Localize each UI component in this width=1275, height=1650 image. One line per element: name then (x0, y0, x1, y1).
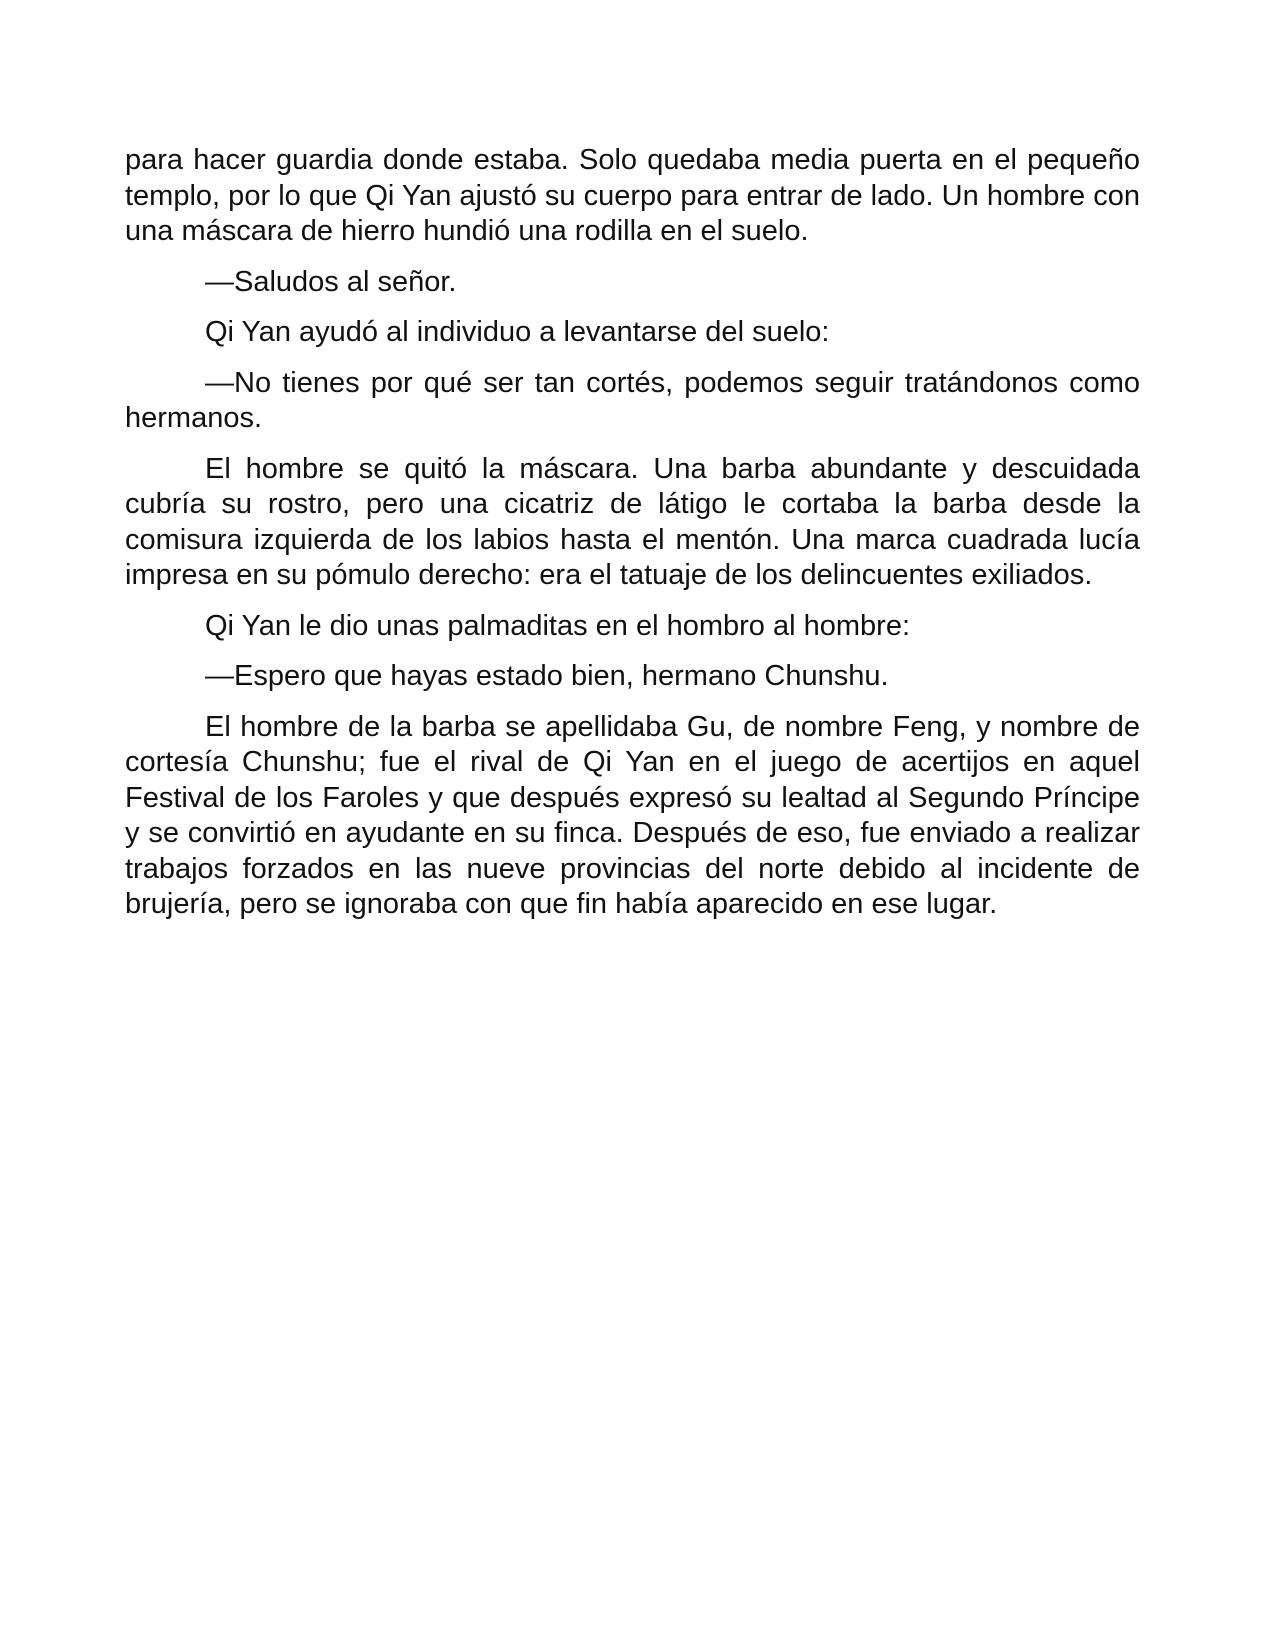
paragraph-dialogue-brothers: —No tienes por qué ser tan cortés, podemos seguir tratándonos como hermanos. (125, 366, 1140, 434)
document-page (125, 143, 1140, 938)
paragraph-narration-pat: Qi Yan le dio unas palmaditas en el hombro al hombre: (205, 609, 911, 642)
paragraph-dialogue-chunshu: —Espero que hayas estado bien, hermano Chunshu. (205, 660, 889, 692)
paragraph-continued-narration: para hacer guardia donde estaba. Solo quedaba media puerta en el pequeño templo, por lo que Qi Yan ajustó su cuerpo para entrar de lado. Un hombre con una máscara de hierro hundió una rodilla en el suelo. (125, 144, 1140, 247)
paragraph-narration-backstory: El hombre de la barba se apellidaba Gu, de nombre Feng, y nombre de cortesía Chunshu; fue el rival de Qi Yan en el juego de acertijos en aquel Festival de los Faroles y que después expresó su lealtad al Segundo Príncipe y se convirtió en ayudante en su finca. Después de eso, fue enviado a realizar trabajos forzados en las nueve provincias del norte debido al incidente de brujería, pero se ignoraba con que fin había aparecido en ese lugar. (125, 710, 1140, 920)
paragraph-narration-mask: El hombre se quitó la máscara. Una barba abundante y descuidada cubría su rostro, pero una cicatriz de látigo le cortaba la barba desde la comisura izquierda de los labios hasta el mentón. Una marca cuadrada lucía impresa en su pómulo derecho: era el tatuaje de los delincuentes exiliados. (125, 452, 1140, 591)
paragraph-narration-help-up: Qi Yan ayudó al individuo a levantarse del suelo: (205, 316, 830, 348)
paragraph-dialogue-greeting: —Saludos al señor. (205, 265, 457, 298)
